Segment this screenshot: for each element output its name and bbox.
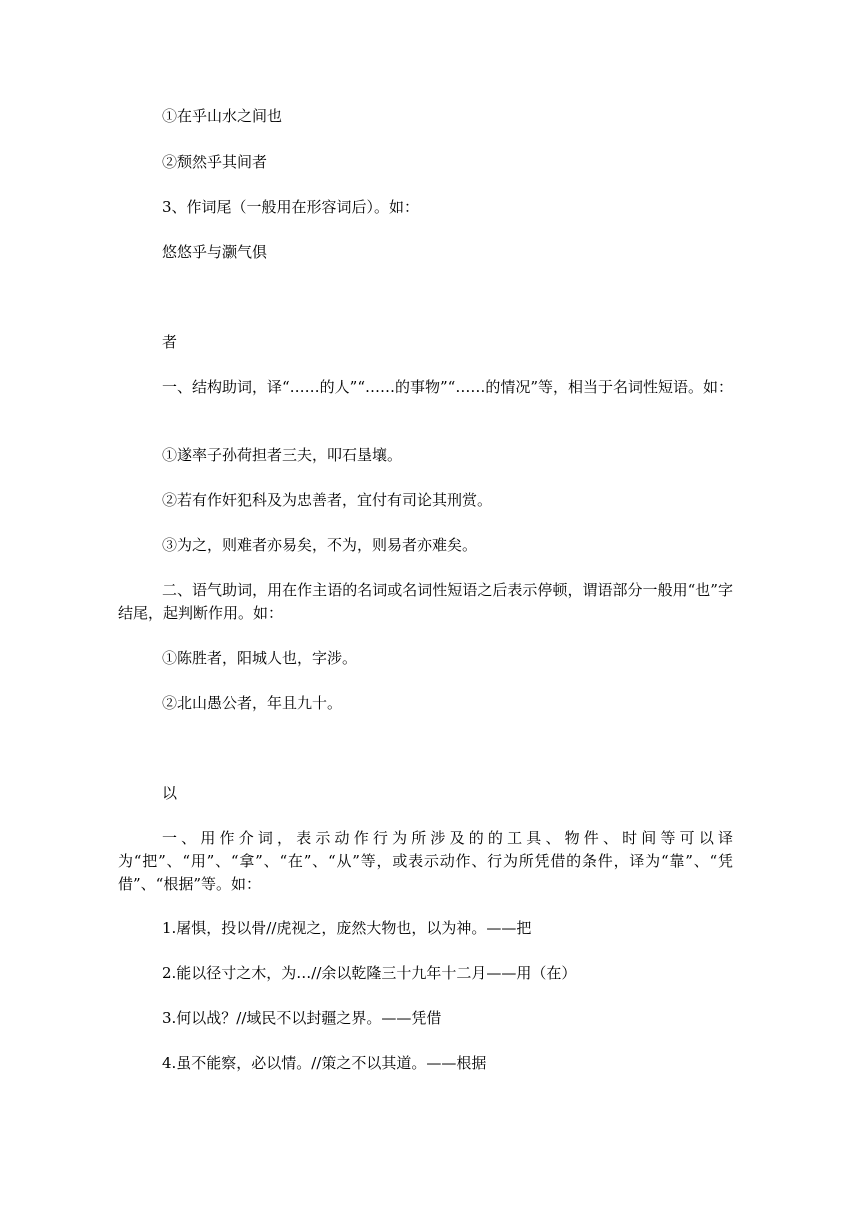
rule-line: 3、作词尾（一般用在形容词后）。如：: [162, 198, 420, 216]
example-line: ③为之，则难者亦易矣，不为，则易者亦难矣。: [162, 536, 478, 554]
example-line: ①遂率子孙荷担者三夫，叩石垦壤。: [162, 446, 403, 464]
section-heading-yi: 以: [162, 784, 178, 802]
example-line: 4.虽不能察，必以情。//策之不以其道。——根据: [162, 1054, 487, 1072]
example-line: ①在乎山水之间也: [162, 107, 283, 125]
example-line: 2.能以径寸之木，为…//余以乾隆三十九年十二月——用（在）: [162, 964, 577, 982]
example-line: 1.屠惧，投以骨//虎视之，庞然大物也，以为神。——把: [162, 919, 532, 937]
rule-paragraph: 二、语气助词，用在作主语的名词或名词性短语之后表示停顿，谓语部分一般用“也”字结尾，起判断作用。如：: [118, 581, 733, 622]
section-heading-zhe: 者: [162, 333, 178, 351]
example-line: ①陈胜者，阳城人也，字涉。: [162, 649, 358, 667]
example-line: ②颓然乎其间者: [162, 153, 268, 171]
example-line: 3.何以战？//域民不以封疆之界。——凭借: [162, 1009, 442, 1027]
example-line: ②北山愚公者，年且九十。: [162, 694, 343, 712]
example-line: 悠悠乎与灏气俱: [162, 243, 268, 261]
rule-paragraph: 一、用作介词，表示动作行为所涉及的的工具、物件、时间等可以译为“把”、“用”、“拿”、“在”、“从”等，或表示动作、行为所凭借的条件，译为“靠”、“凭借”、“根据”等。如：: [118, 829, 733, 893]
example-line: ②若有作奸犯科及为忠善者，宜付有司论其刑赏。: [162, 491, 493, 509]
rule-paragraph: 一、结构助词，译“……的人”“……的事物”“……的情况”等，相当于名词性短语。如：: [162, 378, 734, 396]
